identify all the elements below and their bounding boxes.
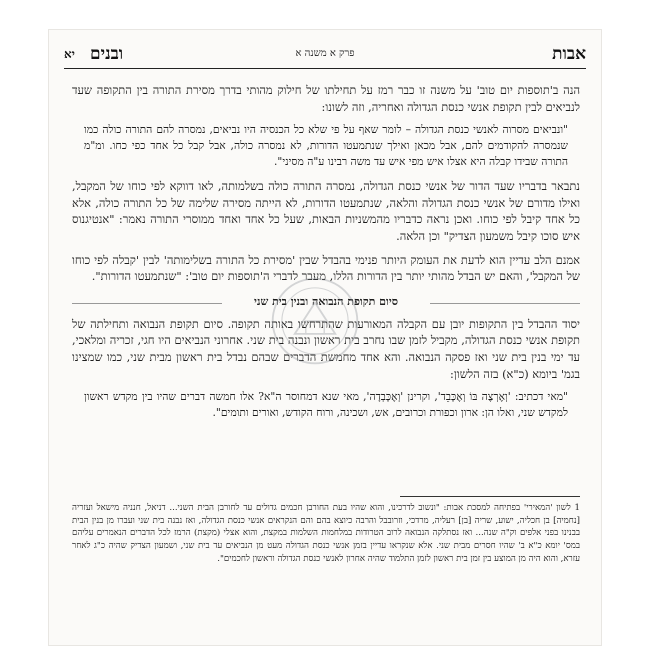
quote-gemara: "מאי דכתיב: 'וְאֶרְצֶה בּוֹ וְאֶכָּבֵד', וקרינן 'וְאֶכָּבְדָה', מאי שנא דמחוסר ה"א? אלו חמשה דברים שהיו בין מקדש ראשון למקדש שני, ואלו הן: ארון וכפורת וכרובים, אש, ושכינה, ורוח הקודש, ואורים ותומים". bbox=[84, 390, 568, 420]
header-chapter-mishna: פרק א משנה א bbox=[295, 48, 355, 59]
quote-tosafot: "ונביאים מסרוה לאנשי כנסת הגדולה – לומר שאף על פי שלא כל הכנסיה היו נביאים, נמסרה להם התורה כולה כמו שנמסרה להקודמים להם, אבל מכאן ואילך שנתמעטו הדורות, לא נמסרה כולה, אבל קבל כל אחד כפי כחו. ומ"מ התורה שבידו קבלה היא אצלו איש מפי איש עד משה רבינו ע"ה מסיני". bbox=[84, 123, 568, 169]
page-number: יא bbox=[64, 47, 75, 61]
footnote: 1 לשון 'המאירי' בפתיחה למסכת אבות: "ונשוב לדרכינו, והוא שהיו בעת החורבן חכמים גדולים עד לחורבן הבית השני... דניאל, חנניה מישאל ועזריה [נחמיה] בן חכליה, ישוע, שריה [בן] רעליה, מרדכי, וזרובבל והרבה כיוצא בהם והם הנקראים אנשי כנסת הגדולה, ואז נבנה בית שני ועברו מן בנין הבית בבנינו בפני אלפים וק"ה שנה... ואז נסתלקה הנבואה לרוב הטרודות במלחמות השלמות במקצת, והוא אצלי (מקצת) הרמז לכל הדברים הנאמרים עליהם במס' יומא כ"א ב' שהיו חסרים מבית שני. אלא שנקראו עדיין בזמן אנשי כנסת הגדולה מעט מן הנביאים עד בית שני, ושמעון הצדיק שהיה כ"ג לאחר עזרא, והוא היה מן המוצע בין זמן בית ראשון לזמן התלמוד שהיה אחרון לאנשי כנסת הגדולה וראשון לחכמים". bbox=[72, 503, 580, 564]
paragraph: אמנם הלב עדיין הוא לדעת את העומק היותר פנימי בהבדל שבין 'מסירת כל התורה בשלימותה' לבין 'קבלה לפי כוחו של המקבל', והאם יש הבדל מהותי יותר בין הדורות הללו, מעבר לדברי ה'תוספות יום טוב': "שנתמעטו הדורות". bbox=[72, 252, 580, 284]
main-text bbox=[72, 82, 580, 429]
paragraph: הנה ב'תוספות יום טוב' על משנה זו כבר רמז על תחילתו של חילוק מהותי בדרך מסירת התורה בין התקופה שעד לנביאים לבין תקופת אנשי כנסת הגדולה ואחריה, וזה לשונו: bbox=[72, 83, 580, 114]
header-title-avot: אבות bbox=[552, 44, 586, 64]
running-header bbox=[64, 44, 586, 69]
paragraph: נתבאר בדבריו שעד הדור של אנשי כנסת הגדולה, נמסרה התורה כולה בשלמותה, לאו דווקא לפי כוחו של המקבל, ואילו מדורם של אנשי כנסת הגדולה והלאה, שנתמעטו הדורות, לא הייתה מסירה שלימה של כל התורה כולה, אלא כל אחד קיבל לפי כוחו. ואכן נראה כדבריו מהמשניות הבאות, שעל כל אחד ואחד ממוסרי התורה נאמר: "אנטיגנוס איש סוכו קיבל משמעון הצדיק" וכן הלאה. bbox=[72, 179, 580, 243]
header-title-uvanim: ובנים bbox=[90, 44, 124, 64]
footnote-rule bbox=[400, 496, 580, 497]
paragraph: יסוד ההבדל בין התקופות יובן עם הקבלה המאורעות שהתרחשו באותה תקופה. סיום תקופת הנבואה ותחילתה של תקופת אנשי כנסת הגדולה, מקביל לזמן שבו נחרב בית ראשון ונבנה בית שני. אחרוני הנביאים היו חגי, זכריה ומלאכי, עד ימי בנין בית שני ואז פסקה הנבואה. והא אחד מחמשת הדברים שבהם נבדל בית ראשון מבית שני, כמו שמצינו בגמ' ביומא (כ"א) בזה הלשון: bbox=[72, 316, 580, 381]
watermark-seal-icon bbox=[269, 275, 361, 367]
section-title: סיום תקופת הנבואה ובנין בית שני bbox=[248, 295, 404, 308]
